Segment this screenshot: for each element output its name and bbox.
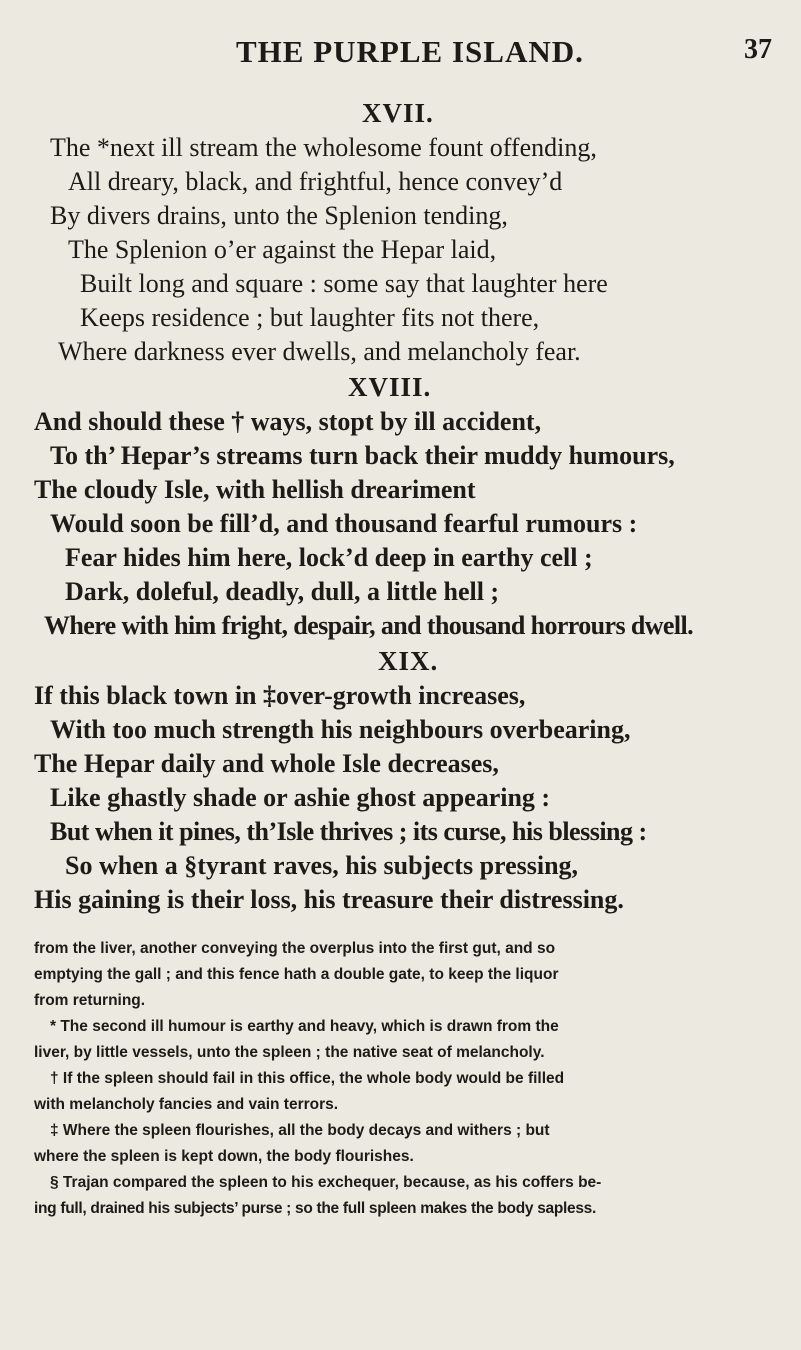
footnote-line: emptying the gall ; and this fence hath a double gate, to keep the liquor [34, 966, 559, 983]
verse-line: The Hepar daily and whole Isle decreases, [34, 749, 499, 778]
verse-line: All dreary, black, and frightful, hence convey’d [68, 167, 563, 196]
verse-line: So when a §tyrant raves, his subjects pressing, [65, 851, 579, 880]
verse-line: By divers drains, unto the Splenion tending, [50, 201, 508, 230]
verse-line: And should these † ways, stopt by ill accident, [34, 407, 542, 436]
verse-line: His gaining is their loss, his treasure their distressing. [34, 885, 624, 914]
stanza-number: XVIII. [348, 372, 432, 402]
verse-line: Where darkness ever dwells, and melancholy fear. [58, 337, 581, 366]
verse-line: Built long and square : some say that laughter here [80, 269, 608, 298]
verse-line: Would soon be fill’d, and thousand fearful rumours : [50, 509, 638, 538]
verse-line: Like ghastly shade or ashie ghost appearing : [50, 783, 551, 812]
footnote-line: ‡ Where the spleen flourishes, all the body decays and withers ; but [50, 1122, 550, 1139]
footnote-line: § Trajan compared the spleen to his exchequer, because, as his coffers be- [50, 1174, 602, 1191]
verse-line: Where with him fright, despair, and thousand horrours dwell. [44, 611, 694, 640]
running-title: THE PURPLE ISLAND. [236, 34, 584, 69]
footnote-line: from the liver, another conveying the overplus into the first gut, and so [34, 940, 556, 957]
verse-line: If this black town in ‡over-growth increases, [34, 681, 526, 710]
footnote-line: liver, by little vessels, unto the spleen ; the native seat of melancholy. [34, 1044, 545, 1061]
verse-line: The Splenion o’er against the Hepar laid, [68, 235, 497, 264]
footnote-line: * The second ill humour is earthy and heavy, which is drawn from the [50, 1018, 559, 1035]
footnote-line: † If the spleen should fail in this office, the whole body would be filled [50, 1070, 565, 1087]
verse-line: Dark, doleful, deadly, dull, a little hell ; [65, 577, 500, 606]
stanza-number: XIX. [378, 646, 439, 676]
footnote-line: ing full, drained his subjects’ purse ; so the full spleen makes the body sapless. [34, 1200, 596, 1217]
footnote-line: from returning. [34, 992, 146, 1009]
verse-line: Fear hides him here, lock’d deep in earthy cell ; [65, 543, 593, 572]
verse-line: With too much strength his neighbours overbearing, [50, 715, 631, 744]
page-number: 37 [744, 34, 772, 65]
verse-line: The *next ill stream the wholesome fount offending, [50, 133, 597, 162]
verse-line: To th’ Hepar’s streams turn back their muddy humours, [50, 441, 675, 470]
footnote-line: with melancholy fancies and vain terrors. [34, 1096, 339, 1113]
verse-line: Keeps residence ; but laughter fits not there, [80, 303, 540, 332]
footnote-line: where the spleen is kept down, the body flourishes. [34, 1148, 414, 1165]
verse-line: But when it pines, th’Isle thrives ; its curse, his blessing : [50, 817, 647, 846]
verse-line: The cloudy Isle, with hellish dreariment [34, 475, 476, 504]
stanza-number: XVII. [362, 98, 434, 128]
